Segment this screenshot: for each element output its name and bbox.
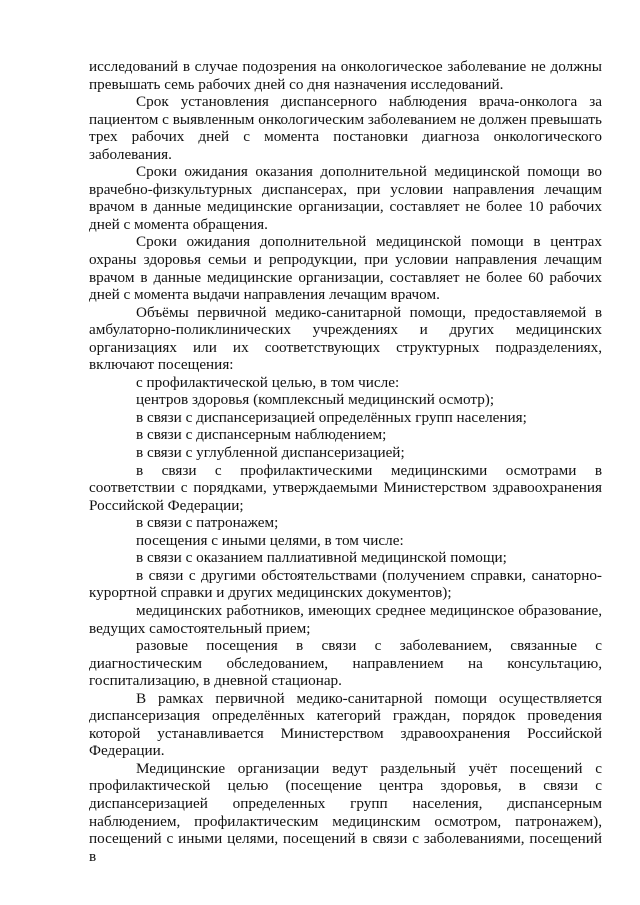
paragraph: исследований в случае подозрения на онкологическое заболевание не должны превышать семь рабочих дней со дня назначения исследований. (89, 58, 602, 93)
paragraph: посещения с иными целями, в том числе: (136, 531, 404, 549)
paragraph: в связи с другими обстоятельствами (получением справки, санаторно-курортной справки и других медицинских документов); (89, 566, 602, 602)
paragraph: центров здоровья (комплексный медицинский осмотр); (136, 391, 495, 409)
paragraph: в связи с профилактическими медицинскими осмотрами в соответствии с порядками, утверждаемыми Министерством здравоохранения Российской Федерации; (89, 461, 602, 514)
paragraph: разовые посещения в связи с заболеванием, связанные с диагностическим обследованием, направлением на консультацию, госпитализацию, в дневной стационар. (89, 637, 602, 690)
paragraph: в связи с углубленной диспансеризацией; (136, 444, 405, 462)
paragraph: В рамках первичной медико-санитарной помощи осуществляется диспансеризация определённых категорий граждан, порядок проведения которой устанавливается Министерством здравоохранения Российской Федерации. (89, 689, 602, 760)
paragraph: Срок установления диспансерного наблюдения врача-онколога за пациентом с выявленным онкологическим заболеванием не должен превышать трех рабочих дней с момента постановки диагноза онкологического заболевания. (89, 93, 602, 163)
paragraph: Сроки ожидания оказания дополнительной медицинской помощи во врачебно-физкультурных диспансерах, при условии направления лечащим врачом в данные медицинские организации, составляет не более 10 рабочих дней с момента обращения. (89, 163, 602, 233)
paragraph: Сроки ожидания дополнительной медицинской помощи в центрах охраны здоровья семьи и репродукции, при условии направления лечащим врачом в данные медицинские организации, составляет не более 60 рабочих дней с момента выдачи направления лечащим врачом. (89, 233, 602, 304)
paragraph: Медицинские организации ведут раздельный учёт посещений с профилактической целью (посещение центра здоровья, в связи с диспансеризацией определенных групп населения, диспансерным наблюдением, профилактическим медицинским осмотром, патронажем), посещений с иными целями, посещений в связи с заболеваниями, посещений в (89, 759, 602, 865)
paragraph: в связи с диспансеризацией определённых групп населения; (136, 408, 527, 426)
paragraph: Объёмы первичной медико-санитарной помощи, предоставляемой в амбулаторно-поликлинических учреждениях и других медицинских организациях или их соответствующих структурных подразделениях, включают посещения: (89, 303, 602, 374)
paragraph: в связи с патронажем; (136, 514, 279, 532)
paragraph: медицинских работников, имеющих среднее медицинское образование, ведущих самостоятельный прием; (89, 601, 602, 637)
paragraph: в связи с оказанием паллиативной медицинской помощи; (136, 549, 507, 567)
paragraph: с профилактической целью, в том числе: (136, 373, 400, 391)
paragraph: в связи с диспансерным наблюдением; (136, 426, 387, 444)
document-body (89, 58, 602, 865)
